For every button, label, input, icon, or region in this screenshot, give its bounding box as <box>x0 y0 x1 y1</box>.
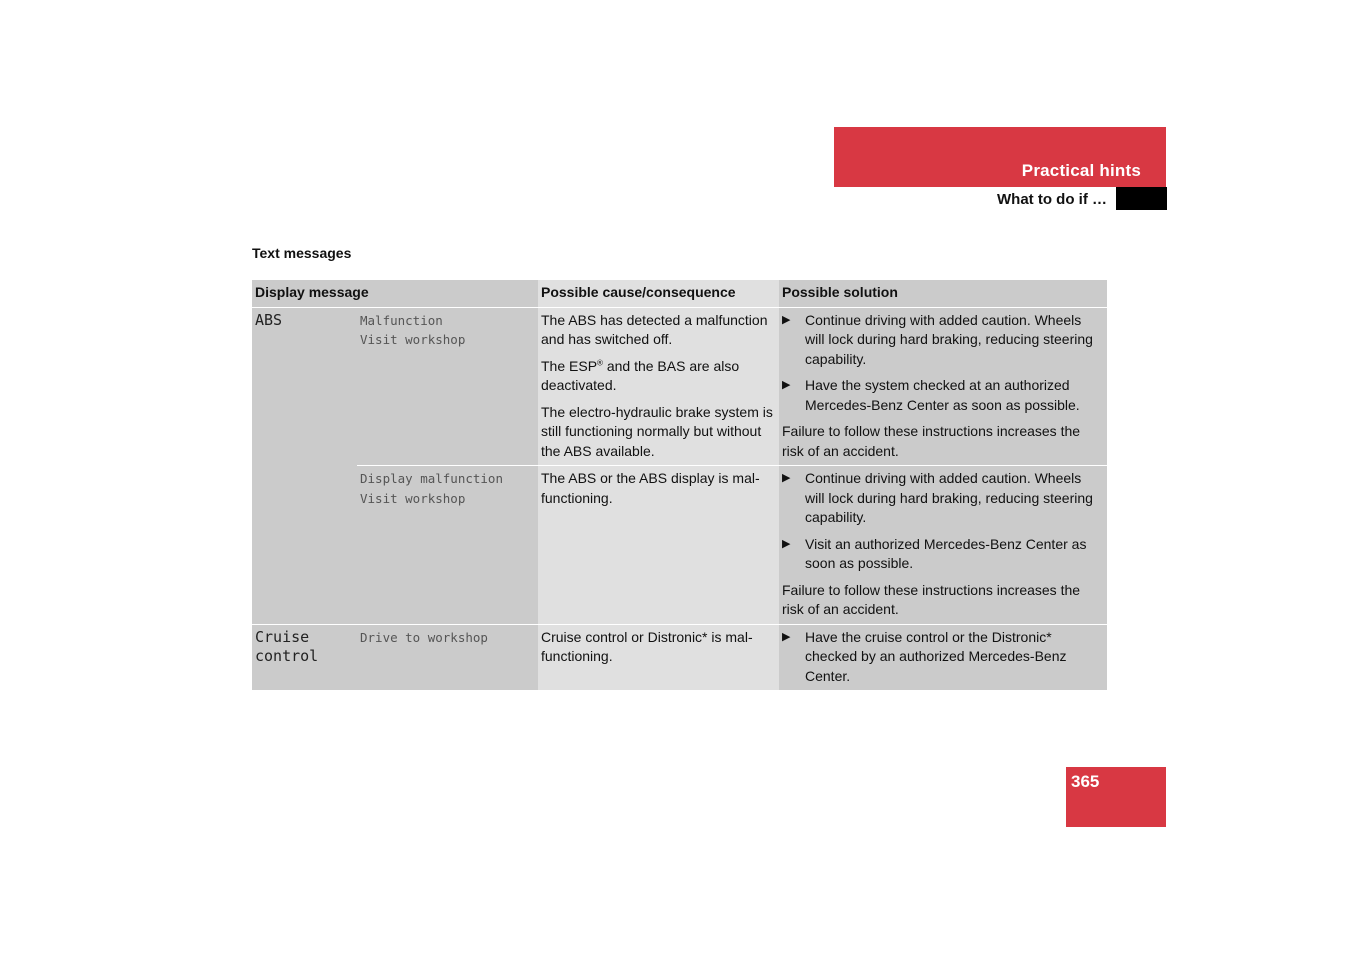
cause-paragraph: The electro-hydraulic brake system is still functioning normally but without the ABS available. <box>541 403 773 459</box>
display-message-main <box>252 307 357 624</box>
page-number-box <box>1066 767 1166 827</box>
column-header-solution: Possible solution <box>779 280 1107 307</box>
chapter-header-bar <box>834 127 1166 187</box>
solution-bullet: ▶ Visit an authorized Mercedes-Benz Center as soon as possible. <box>782 535 1087 571</box>
text-messages-table <box>252 280 1107 690</box>
solution-bullet: ▶ Continue driving with added caution. Wheels will lock during hard braking, reducing steering capability. <box>782 311 1093 367</box>
display-text: Cruise <box>255 627 310 646</box>
table-row <box>252 307 1107 466</box>
arrow-bullet-icon: ▶ <box>782 379 791 391</box>
solution-bullet: ▶ Continue driving with added caution. Wheels will lock during hard braking, reducing steering capability. <box>782 470 1093 525</box>
arrow-bullet-icon: ▶ <box>782 630 791 643</box>
display-line: Visit workshop <box>360 490 466 506</box>
cause-cell <box>538 466 779 625</box>
display-line: Display malfunction <box>360 471 503 486</box>
cause-cell <box>538 624 779 690</box>
cause-cell <box>538 307 779 466</box>
cause-paragraph: The ABS or the ABS display is malfunctioning. <box>541 470 760 506</box>
cause-paragraph: The ESP® and the BAS are also deactivated. <box>541 357 740 393</box>
display-line: Visit workshop <box>360 332 466 347</box>
table-row <box>252 624 1107 690</box>
arrow-bullet-icon: ▶ <box>782 537 791 550</box>
column-header-cause: Possible cause/consequence <box>538 280 779 307</box>
table-row <box>252 466 1107 625</box>
display-message-sub <box>357 466 538 625</box>
solution-cell <box>779 307 1107 466</box>
display-text: ABS <box>255 310 283 329</box>
section-tab-marker <box>1116 187 1167 210</box>
solution-cell <box>779 624 1107 690</box>
solution-bullet: ▶ Have the system checked at an authorized Mercedes-Benz Center as soon as possible. <box>782 377 1080 413</box>
display-line: Malfunction <box>360 312 443 328</box>
display-message-main <box>252 624 357 690</box>
display-text: control <box>255 646 319 665</box>
solution-note: Failure to follow these instructions increases the risk of an accident. <box>782 423 1081 459</box>
arrow-bullet-icon: ▶ <box>782 313 791 326</box>
display-line: Drive to workshop <box>360 629 488 645</box>
solution-cell <box>779 466 1107 625</box>
solution-note: Failure to follow these instructions increases the risk of an accident. <box>782 581 1081 617</box>
arrow-bullet-icon: ▶ <box>782 472 791 484</box>
chapter-title: Practical hints <box>1021 161 1141 180</box>
column-header-display: Display message <box>252 280 538 307</box>
cause-paragraph: The ABS has detected a malfunction and has switched off. <box>541 311 768 347</box>
display-message-sub <box>357 307 538 466</box>
page-heading: Text messages <box>252 245 352 261</box>
registered-mark: ® <box>597 357 603 367</box>
section-title: What to do if … <box>997 191 1107 208</box>
cause-paragraph: Cruise control or Distronic* is malfunctioning. <box>541 628 753 664</box>
solution-bullet: ▶ Have the cruise control or the Distronic* checked by an authorized Mercedes-Benz Center. <box>782 628 1067 684</box>
table-header-row <box>252 280 1107 307</box>
page-number: 365 <box>1071 772 1100 791</box>
display-message-sub <box>357 624 538 690</box>
